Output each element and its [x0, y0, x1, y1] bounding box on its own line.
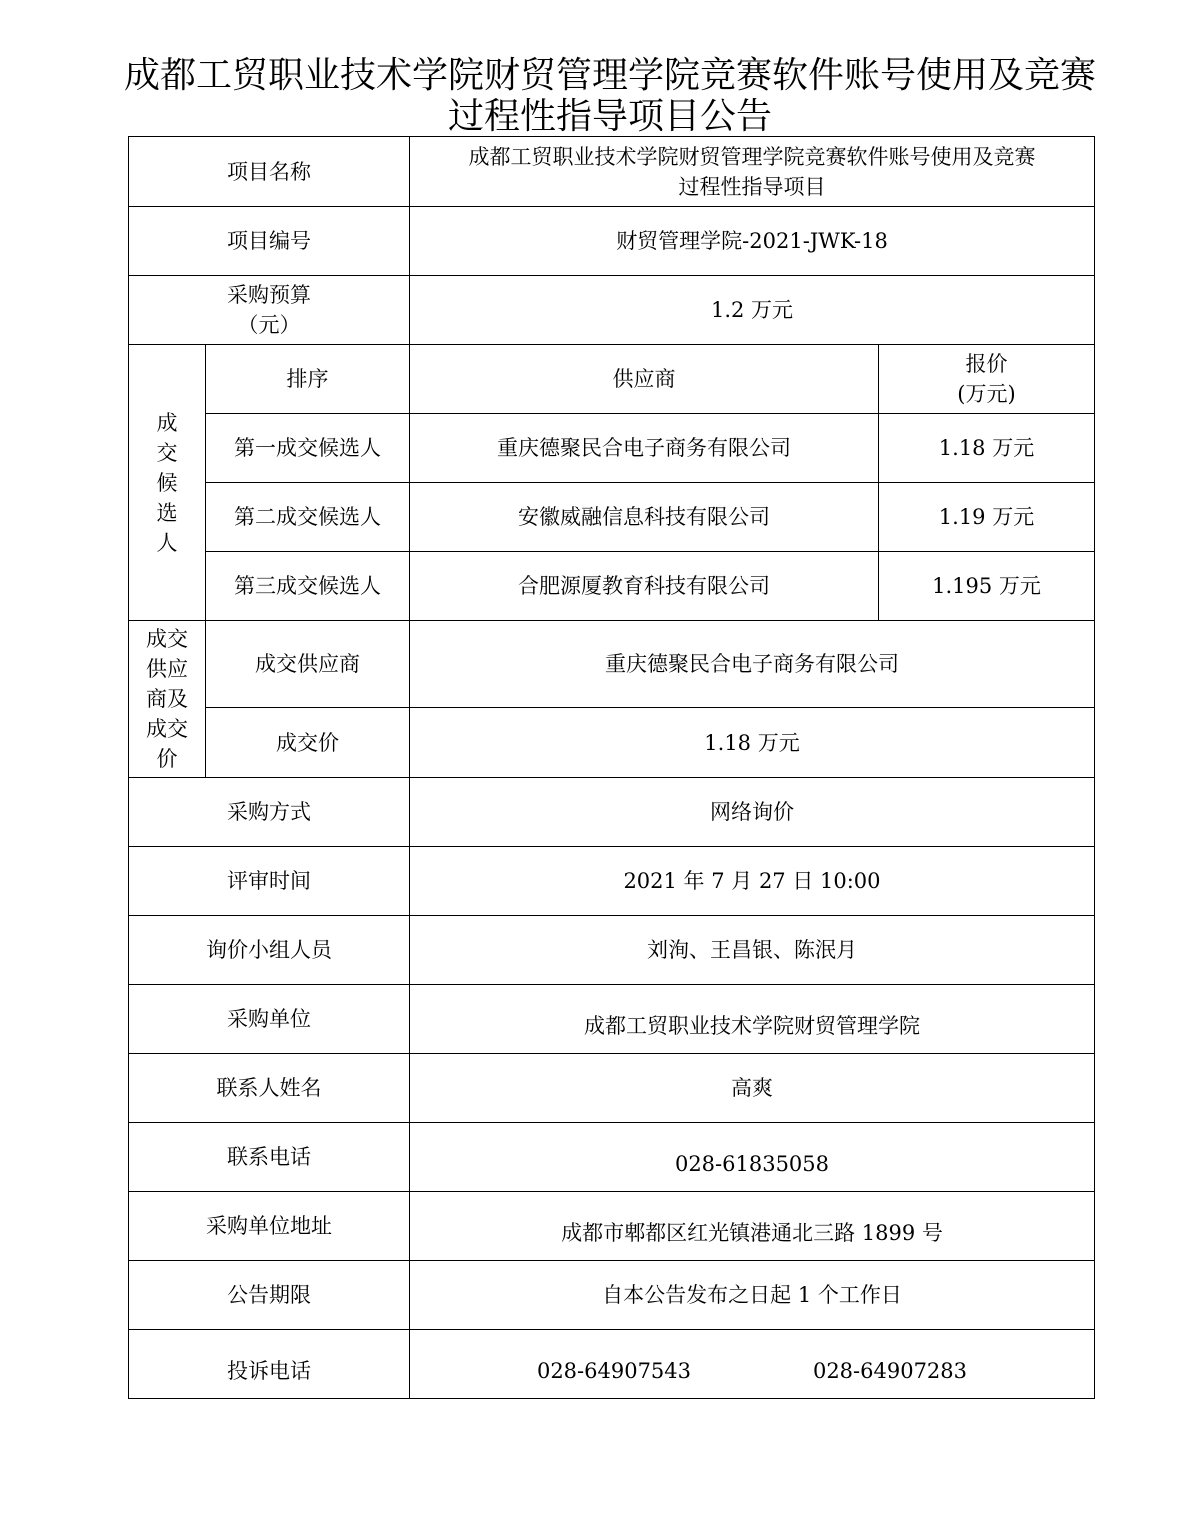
deal-price-label: 成交价 [206, 708, 410, 778]
review-time-label: 评审时间 [129, 847, 410, 916]
method-label: 采购方式 [129, 778, 410, 847]
candidates-group-label [129, 345, 206, 621]
row-address [129, 1192, 1095, 1261]
candidate-supplier: 重庆德聚民合电子商务有限公司 [410, 414, 879, 483]
panel-label: 询价小组人员 [129, 916, 410, 985]
row-contact [129, 1054, 1095, 1123]
announcement-title [100, 55, 1120, 137]
title-line-2: 过程性指导项目公告 [447, 96, 772, 137]
address-value: 成都市郫都区红光镇港通北三路 1899 号 [410, 1192, 1095, 1261]
row-deal-price [129, 708, 1095, 778]
address-label: 采购单位地址 [129, 1192, 410, 1261]
buyer-label: 采购单位 [129, 985, 410, 1054]
budget-label-line-2: （元） [237, 313, 301, 337]
complaint-phone-1: 028-64907543 [536, 1359, 692, 1383]
announcement-table [128, 136, 1095, 1399]
table-row [129, 552, 1095, 621]
review-time-value: 2021 年 7 月 27 日 10:00 [410, 847, 1095, 916]
header-price-line-2: (万元) [957, 382, 1016, 406]
candidate-supplier: 合肥源厦教育科技有限公司 [410, 552, 879, 621]
phone-label: 联系电话 [129, 1123, 410, 1192]
table-row [129, 483, 1095, 552]
candidate-rank: 第三成交候选人 [206, 552, 410, 621]
row-deal-supplier [129, 621, 1095, 708]
deal-supplier-label: 成交供应商 [206, 621, 410, 708]
deal-group-label [129, 621, 206, 778]
candidates-group-char: 选 [156, 500, 178, 525]
deal-group-chars: 成交 [146, 717, 188, 741]
header-price [879, 345, 1095, 414]
row-panel [129, 916, 1095, 985]
candidate-price: 1.195 万元 [879, 552, 1095, 621]
project-no-label: 项目编号 [129, 207, 410, 276]
deal-supplier-value: 重庆德聚民合电子商务有限公司 [410, 621, 1095, 708]
period-label: 公告期限 [129, 1261, 410, 1330]
candidates-group-char: 候 [156, 470, 178, 495]
row-complaint [129, 1330, 1095, 1399]
header-rank: 排序 [206, 345, 410, 414]
project-name-label: 项目名称 [129, 137, 410, 207]
project-name-value-line-2: 过程性指导项目 [678, 174, 826, 199]
row-period [129, 1261, 1095, 1330]
period-value: 自本公告发布之日起 1 个工作日 [410, 1261, 1095, 1330]
candidates-group-char: 人 [156, 530, 178, 555]
deal-group-chars: 价 [156, 747, 178, 771]
row-budget [129, 276, 1095, 345]
deal-group-chars: 供应 [146, 657, 188, 681]
candidate-rank: 第一成交候选人 [206, 414, 410, 483]
candidates-group-char: 成 [156, 410, 178, 435]
deal-group-chars: 商及 [146, 687, 188, 711]
row-project-no [129, 207, 1095, 276]
budget-label [129, 276, 410, 345]
row-project-name [129, 137, 1095, 207]
complaint-value [410, 1330, 1095, 1399]
contact-label: 联系人姓名 [129, 1054, 410, 1123]
table-row [129, 414, 1095, 483]
candidate-rank: 第二成交候选人 [206, 483, 410, 552]
header-price-line-1: 报价 [965, 352, 1008, 376]
phone-value: 028-61835058 [410, 1123, 1095, 1192]
title-line-1: 成都工贸职业技术学院财贸管理学院竞赛软件账号使用及竞赛 [123, 55, 1096, 96]
project-no-value: 财贸管理学院-2021-JWK-18 [410, 207, 1095, 276]
budget-label-line-1: 采购预算 [227, 283, 311, 307]
budget-value: 1.2 万元 [410, 276, 1095, 345]
row-review-time [129, 847, 1095, 916]
deal-price-value: 1.18 万元 [410, 708, 1095, 778]
row-candidates-header [129, 345, 1095, 414]
buyer-value: 成都工贸职业技术学院财贸管理学院 [410, 985, 1095, 1054]
candidates-group-char: 交 [156, 440, 178, 465]
contact-value: 高爽 [410, 1054, 1095, 1123]
candidate-supplier: 安徽威融信息科技有限公司 [410, 483, 879, 552]
row-method [129, 778, 1095, 847]
complaint-phone-2: 028-64907283 [812, 1359, 968, 1383]
panel-value: 刘洵、王昌银、陈泯月 [410, 916, 1095, 985]
complaint-label: 投诉电话 [129, 1330, 410, 1399]
candidate-price: 1.19 万元 [879, 483, 1095, 552]
project-name-value-line-1: 成都工贸职业技术学院财贸管理学院竞赛软件账号使用及竞赛 [468, 144, 1036, 169]
project-name-value [410, 137, 1095, 207]
header-supplier: 供应商 [410, 345, 879, 414]
row-phone [129, 1123, 1095, 1192]
row-buyer [129, 985, 1095, 1054]
deal-group-chars: 成交 [146, 627, 188, 651]
candidate-price: 1.18 万元 [879, 414, 1095, 483]
method-value: 网络询价 [410, 778, 1095, 847]
